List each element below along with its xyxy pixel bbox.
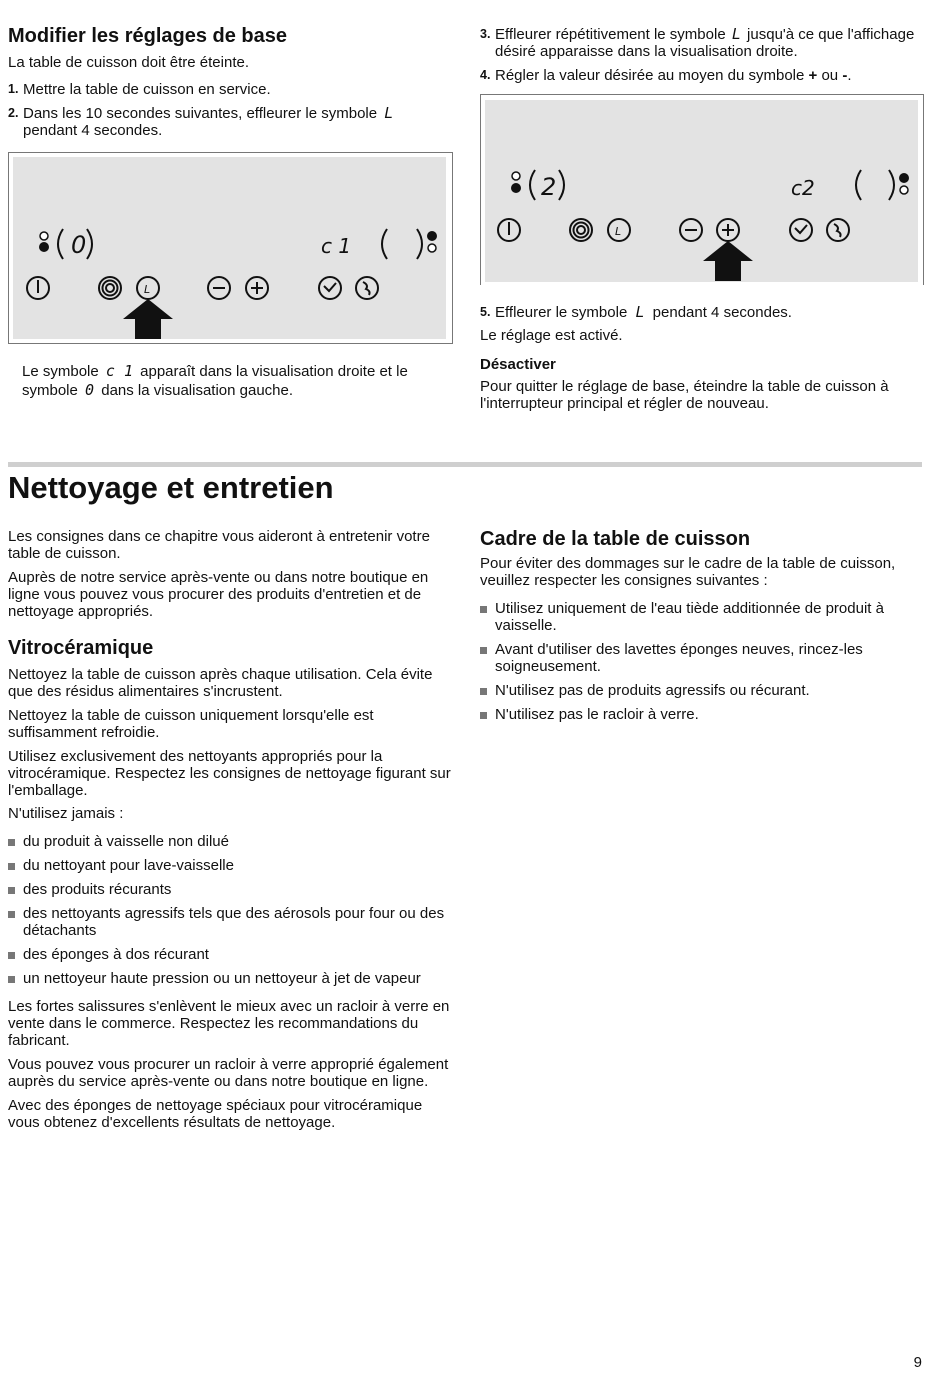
minus-button-icon (208, 277, 230, 299)
activated-text: Le réglage est activé. (480, 327, 623, 344)
steps-list-left (8, 81, 453, 139)
list-item: des éponges à dos récurant (8, 946, 453, 963)
l-symbol-icon: L (384, 104, 394, 122)
control-panel-figure-2 (480, 94, 924, 285)
vitro-paragraph-1: Nettoyez la table de cuisson après chaque utilisation. Cela évite que des résidus alimentaires s'incrustent. (8, 666, 433, 700)
svg-text:L: L (144, 283, 151, 296)
l-symbol-icon: L (635, 303, 645, 321)
zero-symbol-icon: 0 (85, 381, 95, 399)
step-5: 5. Effleurer le symbole L pendant 4 secondes. (480, 303, 792, 321)
panel-2-drawing (481, 95, 923, 285)
step-2: 2. Dans les 10 secondes suivantes, effleurer le symbole L pendant 4 secondes. (8, 104, 394, 139)
list-item: Avant d'utiliser des lavettes éponges neuves, rincez-les soigneusement. (480, 641, 922, 675)
never-use-list (8, 833, 453, 987)
pointer-arrow-icon (123, 299, 173, 339)
zone-bracket-left-icon (58, 229, 63, 259)
list-item: Utilisez uniquement de l'eau tiède additionnée de produit à vaisselle. (480, 600, 922, 634)
frame-heading: Cadre de la table de cuisson (480, 528, 751, 550)
timer-button-icon (319, 277, 341, 299)
timer-button-icon (790, 219, 812, 241)
steps-list-right (480, 26, 922, 84)
wipe-protection-icon (356, 277, 378, 299)
cleaning-intro-1: Les consignes dans ce chapitre vous aideront à entretenir votre table de cuisson. (8, 528, 430, 562)
vitro-paragraph-5: Vous pouvez vous procurer un racloir à verre approprié également auprès du service après-vente ou dans notre boutique en ligne. (8, 1056, 449, 1090)
svg-text:L: L (615, 225, 622, 238)
zone-bracket-right-icon (87, 229, 92, 259)
frame-paragraph: Pour éviter des dommages sur le cadre de la table de cuisson, veuillez respecter les consignes suivantes : (480, 555, 896, 589)
zone-select-icon (99, 277, 121, 299)
intro-text: La table de cuisson doit être éteinte. (8, 54, 249, 71)
page-number: 9 (913, 1354, 922, 1371)
steps-list-step5 (480, 304, 922, 321)
vitro-paragraph-2: Nettoyez la table de cuisson uniquement lorsqu'elle est suffisamment refroidie. (8, 707, 374, 741)
pointer-arrow-icon (703, 241, 753, 281)
wipe-protection-icon (827, 219, 849, 241)
list-item: N'utilisez pas le racloir à verre. (480, 706, 922, 723)
left-display-value: 0 (71, 231, 87, 259)
power-button-icon (498, 219, 520, 241)
step-4: 4. Régler la valeur désirée au moyen du symbole + ou -. (480, 67, 852, 84)
step-1: 1. Mettre la table de cuisson en service. (8, 81, 271, 98)
vitroceramic-heading: Vitrocéramique (8, 637, 154, 659)
never-use-label: N'utilisez jamais : (8, 805, 124, 822)
left-display-value: 2 (541, 173, 557, 201)
vitro-paragraph-3: Utilisez exclusivement des nettoyants appropriés pour la vitrocéramique. Respectez les consignes de nettoyage figurant sur l'emballage. (8, 748, 451, 799)
control-panel-figure-1 (8, 152, 453, 344)
deactivate-text: Pour quitter le réglage de base, éteindre la table de cuisson à l'interrupteur principal et régler de nouveau. (480, 378, 889, 412)
step-3: 3. Effleurer répétitivement le symbole L jusqu'à ce que l'affichage désiré apparaisse dans la visualisation droite. (480, 25, 915, 60)
power-button-icon (27, 277, 49, 299)
right-display-value: c2 (791, 176, 815, 200)
list-item: N'utilisez pas de produits agressifs ou récurant. (480, 682, 922, 699)
vitro-paragraph-6: Avec des éponges de nettoyage spéciaux pour vitrocéramique vous obtenez d'excellents résultats de nettoyage. (8, 1097, 423, 1131)
list-item: du produit à vaisselle non dilué (8, 833, 453, 850)
section-divider (8, 462, 922, 467)
section-title-basic-settings: Modifier les réglages de base (8, 25, 287, 47)
indicator-dot-icon (39, 242, 49, 252)
list-item: des produits récurants (8, 881, 453, 898)
list-item: du nettoyant pour lave-vaisselle (8, 857, 453, 874)
cleaning-intro-2: Auprès de notre service après-vente ou dans notre boutique en ligne vous pouvez vous procurer des produits d'entretien et de nettoyage appropriés. (8, 569, 429, 620)
list-item: un nettoyeur haute pression ou un nettoyeur à jet de vapeur (8, 970, 453, 987)
frame-advice-list (480, 600, 922, 723)
vitro-paragraph-4: Les fortes salissures s'enlèvent le mieux avec un racloir à verre en vente dans le commerce. Respectez les recommandations du fabricant. (8, 998, 450, 1049)
plus-button-icon (717, 219, 739, 241)
plus-button-icon (246, 277, 268, 299)
c1-symbol-icon: c 1 (105, 362, 133, 380)
deactivate-heading: Désactiver (480, 356, 556, 373)
indicator-ring-icon (40, 232, 48, 240)
zone-select-icon (570, 219, 592, 241)
figure-1-caption: Le symbole c 1 apparaît dans la visualisation droite et le symbole 0 dans la visualisation gauche. (22, 362, 408, 399)
section-title-cleaning: Nettoyage et entretien (8, 470, 334, 505)
l-button-icon (137, 277, 159, 299)
right-display-value: c 1 (321, 234, 352, 258)
minus-button-icon (680, 219, 702, 241)
panel-1-drawing (9, 153, 452, 343)
l-button-icon (608, 219, 630, 241)
l-symbol-icon: L (731, 25, 741, 43)
list-item: des nettoyants agressifs tels que des aérosols pour four ou des détachants (8, 905, 453, 939)
